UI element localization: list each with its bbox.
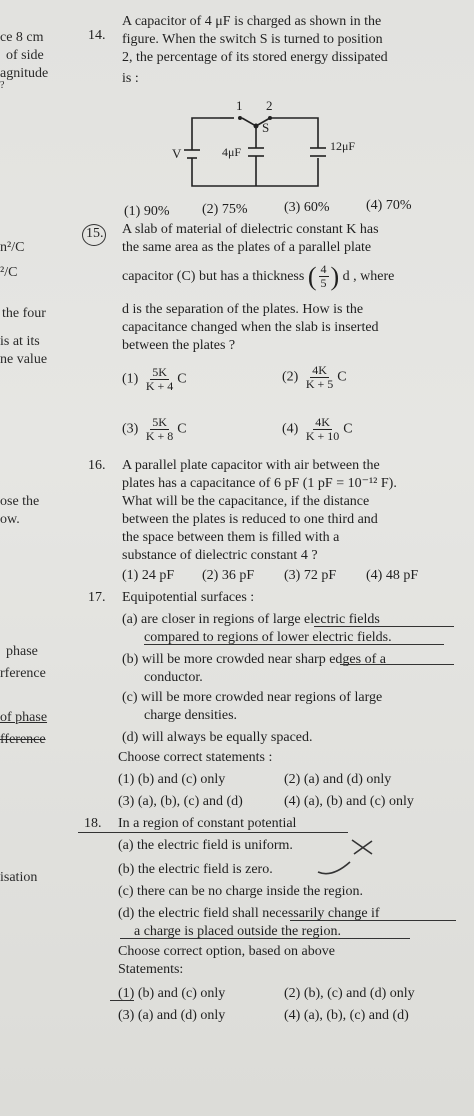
switch-pivot <box>254 124 259 129</box>
margin-text: n²/C <box>0 240 25 255</box>
statement: (b) the electric field is zero. <box>118 862 273 877</box>
switch-pos-2-label: 2 <box>266 98 273 113</box>
option: (3) (a), (b), (c) and (d) <box>118 794 243 809</box>
statement: (a) are closer in regions of large electric fields <box>122 612 380 627</box>
option: (2) $\frac{4K}{K + 5}$ C <box>282 363 347 391</box>
statement: (b) will be more crowded near sharp edges of a <box>122 652 386 667</box>
hand-underline <box>78 832 348 833</box>
hand-underline <box>144 644 444 645</box>
statement: a charge is placed outside the region. <box>134 924 341 939</box>
option: (4) 48 pF <box>366 568 419 583</box>
margin-text: is at its <box>0 334 40 349</box>
option: (1) (b) and (c) only <box>118 772 226 787</box>
option: (3) (a) and (d) only <box>118 1008 226 1023</box>
question-text: the same area as the plates of a parallel plate <box>122 240 372 255</box>
question-number: 14. <box>88 28 106 43</box>
option: (2) 75% <box>202 202 248 217</box>
margin-text: ? <box>0 80 5 91</box>
circuit-diagram <box>170 96 370 194</box>
hand-underline <box>120 938 410 939</box>
question-text: d , where <box>342 269 395 284</box>
question-text: figure. When the switch S is turned to position <box>122 32 383 47</box>
question-text: capacitance changed when the slab is inserted <box>122 320 379 335</box>
margin-text: rference <box>0 666 46 681</box>
margin-text: ²/C <box>0 265 18 280</box>
check-mark-icon <box>316 858 356 878</box>
margin-text: ce 8 cm <box>0 30 44 45</box>
hand-underline <box>340 664 454 665</box>
cross-mark-icon <box>350 838 376 856</box>
capacitor-12uf-label: 12μF <box>330 139 356 153</box>
prompt: Statements: <box>118 962 184 977</box>
option: (3) 72 pF <box>284 568 337 583</box>
statement: (d) the electric field shall necessarily change if <box>118 906 380 921</box>
question-title: Equipotential surfaces : <box>122 590 255 605</box>
prompt: Choose correct statements : <box>118 750 273 765</box>
statement: (c) there can be no charge inside the region. <box>118 884 364 899</box>
question-text: between the plates is reduced to one third and <box>122 512 378 527</box>
prompt: Choose correct option, based on above <box>118 944 335 959</box>
statement: compared to regions of lower electric fields. <box>144 630 392 645</box>
voltage-label: V <box>172 146 182 161</box>
hand-underline <box>110 1000 134 1001</box>
option: (3) $\frac{5K}{K + 8}$ C <box>122 415 187 443</box>
option: (1) $\frac{5K}{K + 4}$ C <box>122 365 187 393</box>
question-number: 16. <box>88 458 106 473</box>
statement: charge densities. <box>144 708 238 723</box>
question-text: What will be the capacitance, if the distance <box>122 494 370 509</box>
question-text: is : <box>122 71 139 86</box>
question-text: 2, the percentage of its stored energy dissipated <box>122 50 388 65</box>
option: (4) $\frac{4K}{K + 10}$ C <box>282 415 353 443</box>
hand-underline <box>314 626 454 627</box>
question-text: plates has a capacitance of 6 pF (1 pF = 10⁻¹² F). <box>122 476 397 491</box>
hand-underline <box>290 920 456 921</box>
fraction: $\frac{4}{5}$ <box>320 262 327 291</box>
option: (1) 90% <box>124 204 170 219</box>
question-number: 15. <box>86 226 104 241</box>
margin-text: of phase <box>0 710 48 725</box>
statement: (d) will always be equally spaced. <box>122 730 313 745</box>
question-text-line: capacitor (C) but has a thickness ( $\frac{4}{5}$ ) d , where <box>122 261 395 291</box>
option: (4) (a), (b), (c) and (d) <box>284 1008 409 1023</box>
option: (2) 36 pF <box>202 568 255 583</box>
switch-label: S <box>262 120 270 135</box>
capacitor-4uf-label: 4μF <box>222 145 242 159</box>
margin-text: ow. <box>0 512 20 527</box>
question-text: between the plates ? <box>122 338 236 353</box>
question-text: A capacitor of 4 μF is charged as shown in the <box>122 14 382 29</box>
question-text: A parallel plate capacitor with air between the <box>122 458 380 473</box>
question-text: d is the separation of the plates. How is the <box>122 302 364 317</box>
statement: (a) the electric field is uniform. <box>118 838 293 853</box>
statement: (c) will be more crowded near regions of large <box>122 690 383 705</box>
option: (2) (a) and (d) only <box>284 772 392 787</box>
option: (4) (a), (b) and (c) only <box>284 794 414 809</box>
question-text: A slab of material of dielectric constant K has <box>122 222 379 237</box>
question-title: In a region of constant potential <box>118 816 297 831</box>
option: (3) 60% <box>284 200 330 215</box>
margin-text: of side <box>6 48 44 63</box>
question-text: the space between them is filled with a <box>122 530 340 545</box>
statement: conductor. <box>144 670 203 685</box>
margin-text: ne value <box>0 352 48 367</box>
question-number: 18. <box>84 816 102 831</box>
margin-text: fference <box>0 732 46 747</box>
question-number: 17. <box>88 590 106 605</box>
question-text: capacitor (C) but has a thickness <box>122 269 305 284</box>
margin-text: the four <box>2 306 46 321</box>
option: (2) (b), (c) and (d) only <box>284 986 415 1001</box>
margin-text: ose the <box>0 494 40 509</box>
switch-pos-1-label: 1 <box>236 98 243 113</box>
option: (1) 24 pF <box>122 568 175 583</box>
margin-text: agnitude <box>0 66 49 81</box>
margin-text: phase <box>6 644 38 659</box>
margin-text: isation <box>0 870 38 885</box>
question-text: substance of dielectric constant 4 ? <box>122 548 318 563</box>
option: (1) (b) and (c) only <box>118 986 226 1001</box>
option: (4) 70% <box>366 198 412 213</box>
